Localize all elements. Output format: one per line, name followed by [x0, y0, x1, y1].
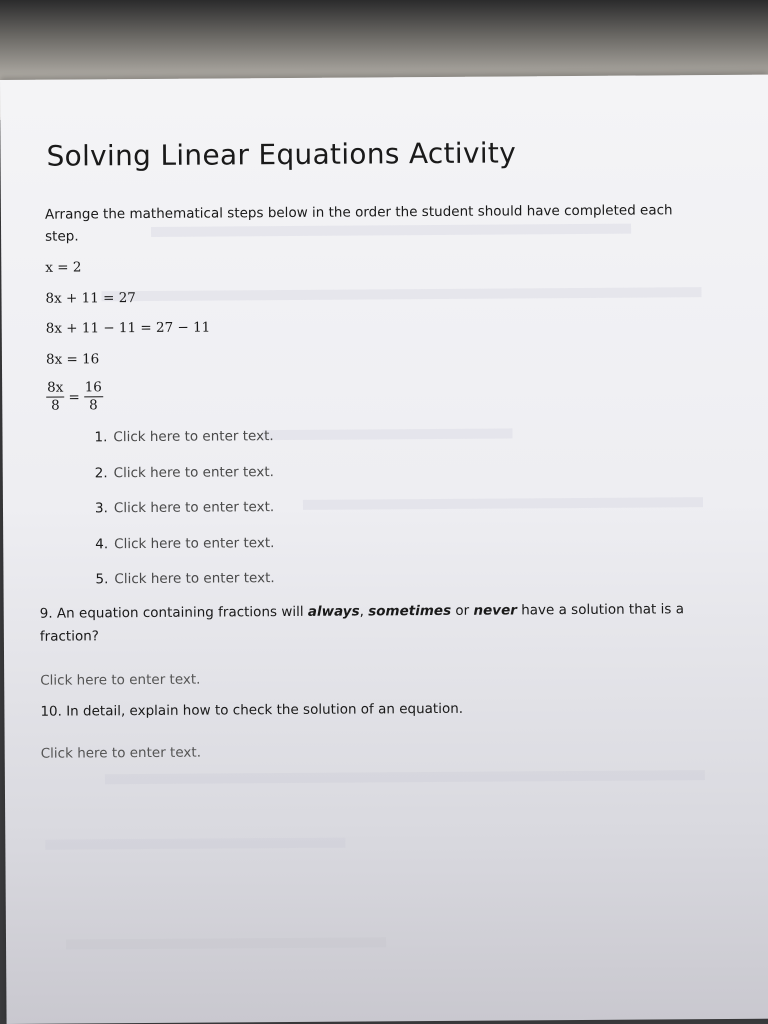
step-number: 3.: [94, 500, 108, 517]
step-number: 4.: [95, 535, 109, 552]
show-through-line: [105, 770, 705, 784]
show-through-line: [101, 287, 701, 301]
show-through-line: [262, 428, 512, 440]
fraction-equals-sign: =: [68, 388, 80, 406]
equation-step-original: 8x + 11 = 27: [45, 290, 136, 307]
list-item: [95, 499, 274, 536]
fraction-right-denominator: 8: [89, 397, 98, 414]
step-answer-field[interactable]: Click here to enter text.: [114, 570, 275, 588]
step-number: 1.: [94, 429, 108, 446]
list-item: [94, 428, 273, 465]
step-number: 5.: [95, 571, 109, 588]
fraction-left: [46, 380, 64, 415]
fraction-right: [84, 379, 103, 414]
question-10: 10. In detail, explain how to check the solution of an equation.: [40, 700, 464, 720]
show-through-line: [66, 937, 386, 949]
question-10-answer-field[interactable]: Click here to enter text.: [40, 744, 202, 762]
equation-step-x-equals-2: x = 2: [45, 259, 82, 276]
instructions-text: Arrange the mathematical steps below in the order the student should have completed each step.: [44, 202, 673, 245]
comma: ,: [359, 603, 369, 620]
fraction-left-denominator: 8: [51, 397, 60, 414]
step-answer-field[interactable]: Click here to enter text.: [113, 463, 274, 481]
question-9-prefix: 9. An equation containing fractions will: [39, 603, 308, 622]
question-9-answer-field[interactable]: Click here to enter text.: [40, 671, 201, 689]
word-sometimes: sometimes: [368, 602, 452, 620]
equation-step-subtract-11: 8x + 11 − 11 = 27 − 11: [45, 319, 211, 337]
step-answer-field[interactable]: Click here to enter text.: [113, 428, 274, 446]
fraction-left-numerator: 8x: [46, 380, 64, 398]
equation-step-8x-equals-16: 8x = 16: [45, 351, 100, 368]
step-number: 2.: [94, 464, 108, 481]
show-through-line: [303, 497, 703, 510]
worksheet-page: [0, 75, 768, 1024]
list-item: [95, 464, 274, 501]
fraction-right-numerator: 16: [84, 379, 103, 397]
ordered-steps-list: [94, 428, 274, 607]
worksheet-title: Solving Linear Equations Activity: [46, 136, 517, 173]
question-9: [40, 598, 730, 649]
word-or: or: [451, 602, 474, 619]
question-9-suffix: have a solution that is a fraction?: [39, 601, 685, 645]
word-always: always: [307, 603, 360, 620]
step-answer-field[interactable]: Click here to enter text.: [113, 499, 275, 517]
word-never: never: [473, 602, 517, 619]
list-item: [95, 535, 274, 572]
equation-step-divide-by-8: [46, 379, 103, 414]
show-through-line: [45, 838, 345, 850]
step-answer-field[interactable]: Click here to enter text.: [114, 534, 275, 552]
